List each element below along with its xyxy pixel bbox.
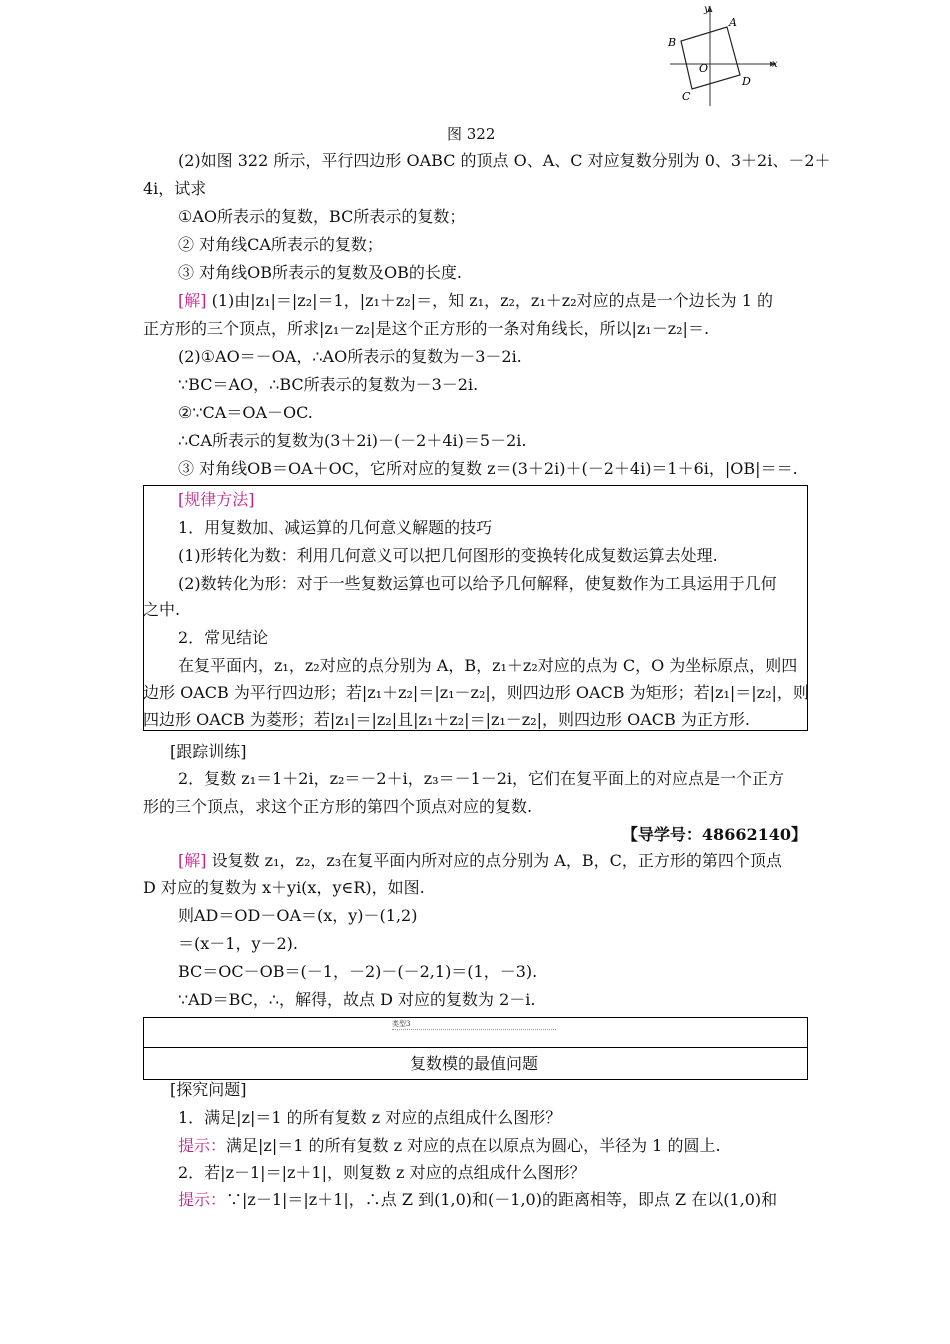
practice-line2: 形的三个顶点，求这个正方形的第四个顶点对应的复数. — [143, 797, 533, 816]
solution2-line1 — [178, 851, 782, 871]
label-b: B — [668, 36, 677, 49]
guide-code: 【导学号：48662140】 — [621, 825, 807, 844]
explore-tag: [探究问题] — [170, 1080, 247, 1099]
method-line3: (2)数转化为形：对于一些复数运算也可以给予几何解释，使复数作为工具运用于几何 — [178, 574, 777, 593]
explore-q2: 2．若|z－1|＝|z＋1|，则复数 z 对应的点组成什么图形？ — [178, 1163, 586, 1182]
explore-a1-line — [178, 1136, 721, 1156]
solution2-text1: 设复数 z₁，z₂，z₃在复平面内所对应的点分别为 A，B，C，正方形的第四个顶点 — [211, 851, 782, 870]
hint-label-2: 提示： — [178, 1190, 227, 1209]
method-line1: 1．用复数加、减运算的几何意义解题的技巧 — [178, 518, 493, 537]
solution2-tag: [解] — [178, 851, 207, 870]
solution1-line3: (2)①AO＝－OA，∴AO所表示的复数为－3－2i. — [178, 347, 522, 366]
label-y: y — [704, 4, 710, 15]
type3-tag: 类型3 — [392, 1019, 556, 1030]
figure-caption: 图 322 — [447, 125, 496, 143]
explore-a1: 满足|z|＝1 的所有复数 z 对应的点在以原点为圆心，半径为 1 的圆上. — [226, 1136, 721, 1155]
solution1-text1: (1)由|z₁|＝|z₂|＝1，|z₁＋z₂|＝，知 z₁，z₂，z₁＋z₂对应的点是一个边长为 1 的 — [211, 291, 773, 310]
method-tag: [规律方法] — [178, 490, 255, 509]
solution1-line4: ∵BC＝AO，∴BC所表示的复数为－3－2i. — [178, 375, 479, 394]
problem2-line1: (2)如图 322 所示，平行四边形 OABC 的顶点 O、A、C 对应复数分别为 0、3＋2i、－2＋ — [178, 151, 831, 170]
practice-line1: 2．复数 z₁＝1＋2i，z₂＝－2＋i，z₃＝－1－2i，它们在复平面上的对应点是一个正方 — [178, 769, 785, 788]
problem2-q3: ③ 对角线OB所表示的复数及OB的长度. — [178, 263, 462, 282]
problem2-line2: 4i，试求 — [143, 179, 207, 198]
problem2-q1: ①AO所表示的复数，BC所表示的复数； — [178, 207, 466, 226]
solution1-line6: ∴CA所表示的复数为(3＋2i)－(－2＋4i)＝5－2i. — [178, 431, 527, 450]
method-line6: 在复平面内，z₁，z₂对应的点分别为 A，B，z₁＋z₂对应的点为 C，O 为坐标原点，则四 — [178, 656, 798, 675]
solution2-line3: 则AD＝OD－OA＝(x，y)－(1,2) — [178, 906, 418, 925]
method-line8: 四边形 OACB 为菱形；若|z₁|＝|z₂|且|z₁＋z₂|＝|z₁－z₂|，则四边形 OACB 为正方形. — [143, 710, 750, 729]
solution1-line5: ②∵CA＝OA－OC. — [178, 403, 313, 422]
explore-a2-line — [178, 1190, 777, 1210]
solution1-line7: ③ 对角线OB＝OA＋OC，它所对应的复数 z＝(3＋2i)＋(－2＋4i)＝1＋6i，|OB|＝＝. — [178, 459, 798, 478]
method-line5: 2．常见结论 — [178, 628, 269, 647]
type3-divider — [143, 1047, 807, 1048]
label-a: A — [729, 16, 737, 29]
type3-title: 复数模的最值问题 — [409, 1054, 538, 1073]
problem2-q2: ② 对角线CA所表示的复数； — [178, 235, 383, 254]
solution2-line6: ∵AD＝BC，∴，解得，故点 D 对应的复数为 2－i. — [178, 990, 536, 1009]
practice-tag: [跟踪训练] — [170, 742, 247, 761]
solution1-line2: 正方形的三个顶点，所求|z₁－z₂|是这个正方形的一条对角线长，所以|z₁－z₂|＝. — [143, 319, 710, 338]
solution-tag: [解] — [178, 291, 207, 310]
explore-q1: 1．满足|z|＝1 的所有复数 z 对应的点组成什么图形？ — [178, 1108, 562, 1127]
solution1-line1 — [178, 291, 773, 311]
method-line4: 之中. — [143, 600, 181, 619]
method-line2: (1)形转化为数：利用几何意义可以把几何图形的变换转化成复数运算去处理. — [178, 546, 718, 565]
solution2-line2: D 对应的复数为 x＋yi(x，y∈R)，如图. — [143, 878, 425, 897]
label-d: D — [742, 75, 751, 88]
label-o: O — [699, 62, 709, 75]
solution2-line5: BC＝OC－OB＝(－1，－2)－(－2,1)＝(1，－3). — [178, 962, 538, 981]
solution2-line4: ＝(x－1，y－2). — [178, 934, 298, 953]
label-c: C — [682, 90, 691, 103]
explore-a2: ∵|z－1|＝|z＋1|，∴点 Z 到(1,0)和(－1,0)的距离相等，即点 Z 在以(1,0)和 — [226, 1190, 778, 1209]
square-figure — [662, 0, 787, 112]
label-x: x — [772, 59, 778, 70]
method-line7: 边形 OACB 为平行四边形；若|z₁＋z₂|＝|z₁－z₂|，则四边形 OACB 为矩形；若|z₁|＝|z₂|，则 — [143, 683, 809, 702]
hint-label-1: 提示： — [178, 1136, 227, 1155]
